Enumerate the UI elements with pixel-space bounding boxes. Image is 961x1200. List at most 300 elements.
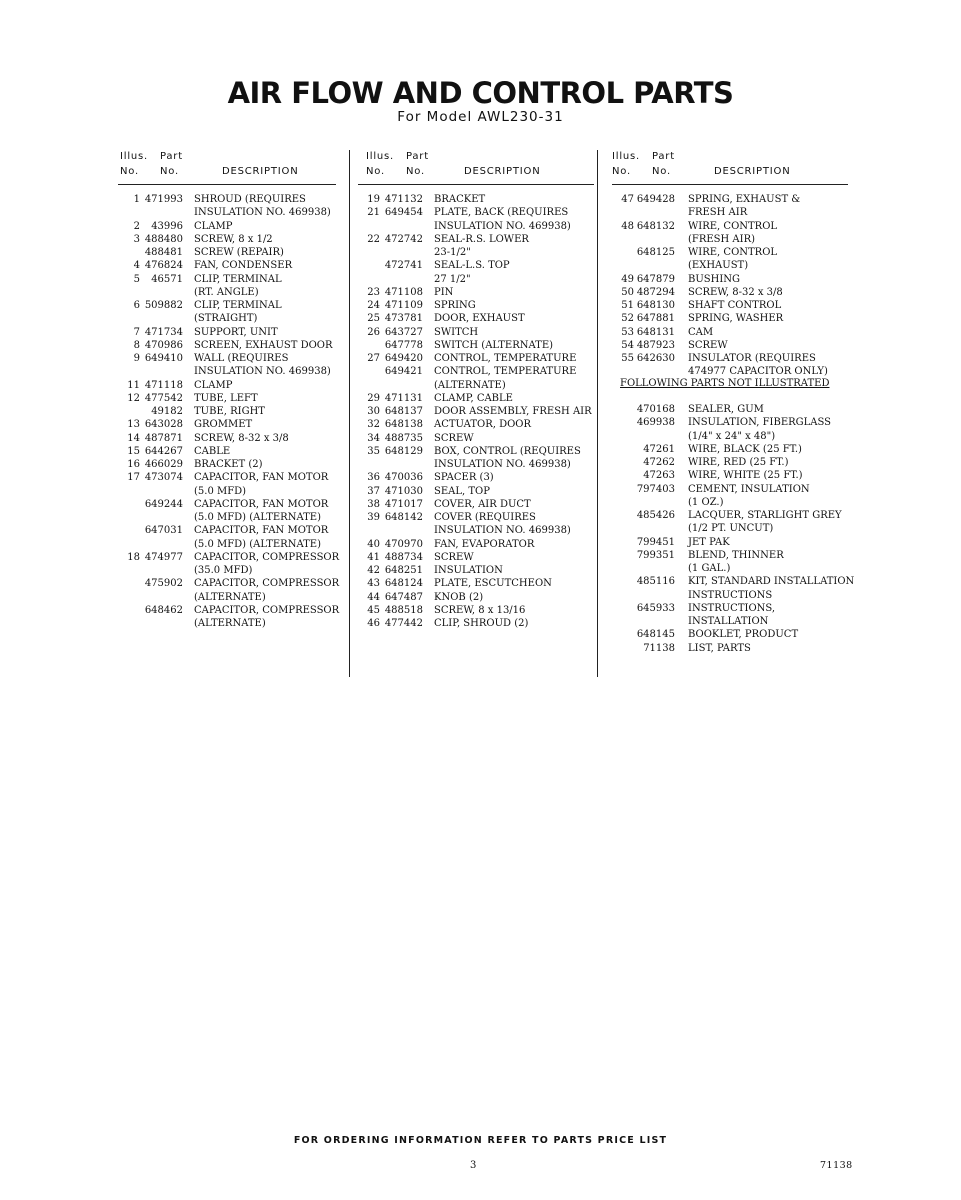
illus-number: 29 [367, 392, 380, 404]
table-row [118, 259, 336, 272]
part-description: WIRE, CONTROL [688, 220, 778, 232]
part-number: 648137 [384, 406, 423, 417]
part-description: (EXHAUST) [688, 260, 749, 272]
part-number: 71138 [643, 642, 675, 654]
table-row [612, 220, 848, 233]
part-description: SPRING, WASHER [688, 313, 784, 325]
table-row [358, 445, 594, 458]
part-description: INSTRUCTIONS [688, 589, 773, 601]
table-row [118, 498, 336, 511]
illus-number: 21 [367, 207, 380, 219]
illus-number: 19 [367, 194, 380, 205]
column-header [612, 150, 848, 185]
illus-number: 46 [367, 618, 380, 629]
part-number: 471132 [384, 194, 423, 205]
column-divider [597, 150, 598, 677]
table-row [612, 642, 862, 655]
table-row [612, 509, 862, 522]
table-row [612, 233, 848, 246]
illus-number: 53 [621, 326, 634, 338]
part-number: 648142 [384, 512, 423, 523]
table-row [118, 432, 336, 445]
part-number: 648138 [384, 419, 423, 431]
part-number: 647879 [636, 273, 675, 285]
table-row [612, 326, 848, 339]
table-row [118, 511, 336, 524]
part-number: 472742 [384, 233, 423, 245]
parts-column-2 [358, 150, 594, 630]
table-row [118, 273, 336, 286]
column-divider [349, 150, 350, 677]
part-description: FAN, EVAPORATOR [434, 538, 535, 550]
part-description: 27 1/2" [434, 273, 471, 285]
part-description: (5.0 MFD) (ALTERNATE) [194, 538, 322, 550]
illus-number: 49 [621, 273, 634, 285]
part-number: 485426 [636, 510, 675, 521]
part-description: INSULATION, FIBERGLASS [688, 417, 832, 429]
part-number: 647778 [384, 339, 423, 351]
table-row [612, 206, 848, 219]
illus-number: 14 [127, 432, 140, 444]
illus-number: 15 [127, 445, 140, 457]
part-description: SCREW, 8 x 1/2 [194, 233, 273, 245]
part-description: INSULATION [434, 565, 503, 576]
part-description: FRESH AIR [688, 207, 748, 219]
part-number: 477542 [144, 392, 183, 404]
part-description: (ALTERNATE) [194, 618, 266, 629]
part-description: INSULATION NO. 469938) [434, 459, 571, 470]
table-row [358, 246, 594, 259]
table-row [118, 352, 336, 365]
table-row [612, 273, 848, 286]
table-row [612, 443, 862, 456]
part-number: 649421 [384, 366, 423, 378]
part-number: 488481 [144, 247, 183, 258]
part-description: BRACKET (2) [194, 459, 263, 470]
illus-number: 44 [367, 591, 380, 603]
part-number: 471109 [384, 300, 423, 311]
illus-number: 13 [127, 419, 140, 431]
parts-list [612, 403, 862, 655]
not-illustrated-heading: FOLLOWING PARTS NOT ILLUSTRATED [620, 378, 830, 389]
no-header: No. [612, 166, 632, 177]
illus-number: 1 [133, 194, 140, 205]
part-number: 473074 [144, 472, 183, 484]
part-number: 474977 [144, 551, 183, 563]
part-description: SCREW, 8 x 13/16 [434, 604, 526, 616]
part-no-header: No. [652, 166, 672, 177]
part-number: 648125 [636, 247, 675, 258]
illus-number: 30 [367, 406, 380, 417]
part-number: 47261 [643, 443, 675, 455]
table-row [358, 405, 594, 418]
part-number: 648129 [384, 445, 423, 457]
part-description: SCREW (REPAIR) [194, 247, 284, 258]
part-description: PLATE, ESCUTCHEON [434, 578, 552, 590]
part-number: 642630 [636, 353, 675, 364]
table-row [358, 485, 594, 498]
illus-number: 24 [367, 300, 380, 311]
illus-number: 11 [127, 379, 140, 391]
illus-number: 25 [367, 313, 380, 325]
illus-number: 47 [621, 194, 634, 205]
part-description: SPACER (3) [434, 472, 494, 484]
table-row [612, 549, 862, 562]
table-row [612, 522, 862, 535]
table-row [118, 445, 336, 458]
table-row [118, 392, 336, 405]
table-row [612, 259, 848, 272]
description-header: DESCRIPTION [222, 166, 299, 177]
table-row [358, 458, 594, 471]
table-row [118, 326, 336, 339]
table-row [118, 485, 336, 498]
table-row [358, 604, 594, 617]
no-header: No. [120, 166, 140, 177]
column-header [118, 150, 336, 185]
illus-number: 52 [621, 313, 634, 325]
table-row [612, 430, 862, 443]
part-number: 488518 [384, 604, 423, 616]
table-row [118, 365, 336, 378]
table-row [118, 538, 336, 551]
page-number: 3 [470, 1160, 477, 1171]
part-description: DOOR, EXHAUST [434, 313, 525, 325]
table-row [118, 299, 336, 312]
part-description: (5.0 MFD) (ALTERNATE) [194, 512, 322, 523]
illus-number: 32 [367, 419, 380, 431]
part-number: 648131 [636, 326, 675, 338]
part-description: DOOR ASSEMBLY, FRESH AIR [434, 406, 592, 417]
part-description: SHROUD (REQUIRES [194, 194, 306, 205]
part-number: 649410 [144, 353, 183, 364]
table-row [612, 496, 862, 509]
part-description: (RT. ANGLE) [194, 286, 259, 298]
part-description: SPRING [434, 300, 476, 311]
illus-number: 50 [621, 286, 634, 298]
part-description: CLIP, TERMINAL [194, 273, 282, 285]
part-no-header: No. [406, 166, 426, 177]
part-number: 643028 [144, 419, 183, 431]
illus-number: 27 [367, 353, 380, 364]
table-row [358, 564, 594, 577]
part-description: CLAMP [194, 379, 233, 391]
part-description: (ALTERNATE) [194, 591, 266, 603]
illus-number: 7 [133, 326, 140, 338]
illus-number: 38 [367, 498, 380, 510]
illus-number: 8 [133, 339, 140, 351]
table-row [358, 312, 594, 325]
part-number: 471131 [384, 392, 423, 404]
part-number: 470986 [144, 339, 183, 351]
part-description: WIRE, BLACK (25 FT.) [688, 443, 802, 455]
part-description: CLIP, SHROUD (2) [434, 618, 529, 629]
part-number: 472741 [384, 260, 423, 272]
part-description: BOX, CONTROL (REQUIRES [434, 445, 581, 457]
part-description: SWITCH (ALTERNATE) [434, 339, 554, 351]
part-description: BOOKLET, PRODUCT [688, 629, 799, 641]
table-row [358, 538, 594, 551]
illus-number: 42 [367, 565, 380, 576]
part-number: 649244 [144, 498, 183, 510]
illus-number: 18 [127, 551, 140, 563]
part-description: SCREW [434, 432, 474, 444]
part-description: SEAL-R.S. LOWER [434, 233, 529, 245]
part-number: 471030 [384, 485, 423, 497]
table-row [358, 299, 594, 312]
table-row [358, 498, 594, 511]
part-number: 43996 [151, 220, 183, 232]
table-row [358, 511, 594, 524]
part-number: 644267 [144, 445, 183, 457]
part-number: 470970 [384, 538, 423, 550]
part-number: 471108 [384, 286, 423, 298]
document-id: 71138 [820, 1160, 853, 1171]
table-row [358, 524, 594, 537]
table-row [118, 220, 336, 233]
parts-list [612, 193, 848, 379]
part-description: PLATE, BACK (REQUIRES [434, 207, 569, 219]
table-row [118, 458, 336, 471]
part-description: SEALER, GUM [688, 404, 764, 415]
part-number: 47263 [643, 470, 675, 482]
illus-number: 23 [367, 286, 380, 298]
table-row [612, 365, 848, 378]
part-description: CABLE [194, 445, 231, 457]
illus-header: Illus. [120, 151, 149, 162]
part-description: CONTROL, TEMPERATURE [434, 353, 577, 364]
table-row [358, 220, 594, 233]
table-row [358, 206, 594, 219]
illus-number: 34 [367, 432, 380, 444]
illus-number: 43 [367, 578, 380, 590]
part-description: SEAL-L.S. TOP [434, 260, 510, 272]
parts-not-illustrated [612, 397, 862, 655]
table-row [358, 471, 594, 484]
part-number: 487923 [636, 339, 675, 351]
table-row [612, 339, 848, 352]
part-description: LACQUER, STARLIGHT GREY [688, 510, 842, 521]
table-row [118, 193, 336, 206]
part-description: INSULATION NO. 469938) [434, 220, 571, 232]
part-description: JET PAK [688, 536, 730, 548]
part-number: 643727 [384, 326, 423, 338]
part-description: INSULATOR (REQUIRES [688, 353, 816, 364]
part-number: 471993 [144, 194, 183, 205]
table-row [118, 312, 336, 325]
part-description: BLEND, THINNER [688, 549, 784, 561]
part-header: Part [652, 151, 675, 162]
illus-number: 54 [621, 339, 634, 351]
part-number: 648124 [384, 578, 423, 590]
part-number: 648251 [384, 565, 423, 576]
parts-list [118, 193, 340, 630]
table-row [118, 604, 340, 617]
part-number: 487871 [144, 432, 183, 444]
description-header: DESCRIPTION [464, 166, 541, 177]
part-description: GROMMET [194, 419, 253, 431]
part-description: SCREW, 8-32 x 3/8 [194, 432, 289, 444]
table-row [358, 392, 594, 405]
part-number: 797403 [636, 483, 675, 495]
table-row [612, 246, 848, 259]
part-header: Part [406, 151, 429, 162]
part-description: SWITCH [434, 326, 479, 338]
table-row [118, 246, 336, 259]
part-description: SCREW, 8-32 x 3/8 [688, 286, 783, 298]
part-number: 471734 [144, 326, 183, 338]
table-row [358, 617, 594, 630]
table-row [612, 299, 848, 312]
part-description: CAPACITOR, COMPRESSOR [194, 551, 340, 563]
part-number: 648130 [636, 300, 675, 311]
illus-number: 6 [133, 300, 140, 311]
part-description: CAPACITOR, FAN MOTOR [194, 525, 329, 537]
part-description: INSTRUCTIONS, [688, 602, 776, 614]
table-row [612, 589, 862, 602]
illus-number: 16 [127, 459, 140, 470]
table-row [612, 483, 862, 496]
part-description: SUPPORT, UNIT [194, 326, 278, 338]
part-number: 471118 [144, 379, 183, 391]
illus-number: 2 [133, 220, 140, 232]
part-number: 647031 [144, 525, 183, 537]
illus-number: 9 [133, 353, 140, 364]
part-description: KIT, STANDARD INSTALLATION [688, 576, 855, 588]
table-row [358, 418, 594, 431]
no-header: No. [366, 166, 386, 177]
table-row [612, 628, 862, 641]
table-row [118, 524, 336, 537]
table-row [358, 326, 594, 339]
part-number: 488735 [384, 432, 423, 444]
table-row [118, 339, 336, 352]
table-row [612, 562, 862, 575]
table-row [118, 206, 336, 219]
part-number: 647881 [636, 313, 675, 325]
part-description: (35.0 MFD) [194, 565, 253, 576]
part-description: (FRESH AIR) [688, 233, 756, 245]
part-description: KNOB (2) [434, 591, 484, 603]
part-description: TUBE, LEFT [194, 392, 258, 404]
table-row [612, 286, 848, 299]
part-description: SCREW [688, 339, 728, 351]
table-row [612, 193, 848, 206]
illus-number: 3 [133, 233, 140, 245]
table-row [358, 339, 594, 352]
part-description: BUSHING [688, 273, 741, 285]
part-description: WIRE, WHITE (25 FT.) [688, 470, 803, 482]
part-number: 649428 [636, 194, 675, 205]
part-number: 470168 [636, 404, 675, 415]
part-description: SEAL, TOP [434, 485, 490, 497]
parts-column-3 [612, 150, 848, 379]
illus-number: 45 [367, 604, 380, 616]
part-description: COVER, AIR DUCT [434, 498, 531, 510]
table-row [612, 536, 862, 549]
part-description: (5.0 MFD) [194, 485, 247, 497]
part-number: 488734 [384, 551, 423, 563]
part-description: CAPACITOR, COMPRESSOR [194, 578, 340, 590]
part-description: INSULATION NO. 469938) [434, 525, 571, 537]
part-description: CLAMP [194, 220, 233, 232]
table-row [118, 577, 340, 590]
part-description: (1 OZ.) [688, 496, 724, 508]
table-row [118, 551, 340, 564]
illus-number: 17 [127, 472, 140, 484]
parts-list [358, 193, 594, 630]
part-description: (ALTERNATE) [434, 379, 506, 391]
table-row [612, 602, 862, 615]
illus-number: 48 [621, 220, 634, 232]
part-number: 470036 [384, 472, 423, 484]
illus-number: 5 [133, 273, 140, 285]
table-row [118, 286, 336, 299]
part-description: CAM [688, 326, 714, 338]
part-description: PIN [434, 286, 454, 298]
table-row [118, 233, 336, 246]
part-description: LIST, PARTS [688, 642, 751, 654]
table-row [612, 469, 862, 482]
illus-header: Illus. [366, 151, 395, 162]
part-description: (1 GAL.) [688, 563, 731, 574]
part-number: 647487 [384, 591, 423, 603]
part-number: 649420 [384, 353, 423, 364]
part-number: 485116 [636, 576, 675, 588]
illus-number: 37 [367, 485, 380, 497]
part-description: WIRE, CONTROL [688, 247, 778, 258]
table-row [358, 577, 594, 590]
part-description: FAN, CONDENSER [194, 260, 293, 272]
part-number: 49182 [151, 406, 183, 417]
illus-number: 12 [127, 392, 140, 404]
part-number: 648145 [636, 629, 675, 641]
part-no-header: No. [160, 166, 180, 177]
part-description: CLAMP, CABLE [434, 392, 513, 404]
table-row [358, 193, 594, 206]
table-row [358, 273, 594, 286]
table-row [612, 456, 862, 469]
part-number: 645933 [636, 602, 675, 614]
table-row [612, 403, 862, 416]
table-row [358, 286, 594, 299]
part-number: 473781 [384, 313, 423, 325]
part-number: 649454 [384, 207, 423, 219]
part-number: 46571 [151, 273, 183, 285]
parts-column-1 [118, 150, 340, 630]
part-number: 47262 [643, 457, 675, 468]
part-number: 509882 [144, 300, 183, 311]
illus-number: 26 [367, 326, 380, 338]
part-number: 477442 [384, 618, 423, 629]
illus-header: Illus. [612, 151, 641, 162]
illus-number: 55 [621, 353, 634, 364]
part-description: COVER (REQUIRES [434, 512, 536, 523]
part-description: CAPACITOR, COMPRESSOR [194, 604, 340, 616]
part-description: BRACKET [434, 194, 486, 205]
table-row [612, 352, 848, 365]
part-number: 487294 [636, 286, 675, 298]
part-description: CLIP, TERMINAL [194, 300, 282, 311]
illus-number: 22 [367, 233, 380, 245]
table-row [118, 418, 336, 431]
page-title: AIR FLOW AND CONTROL PARTS [227, 76, 734, 110]
part-description: INSTALLATION [688, 616, 769, 627]
part-description: ACTUATOR, DOOR [434, 419, 532, 431]
part-description: (STRAIGHT) [194, 313, 258, 325]
column-header [358, 150, 594, 185]
part-description: INSULATION NO. 469938) [194, 366, 331, 378]
